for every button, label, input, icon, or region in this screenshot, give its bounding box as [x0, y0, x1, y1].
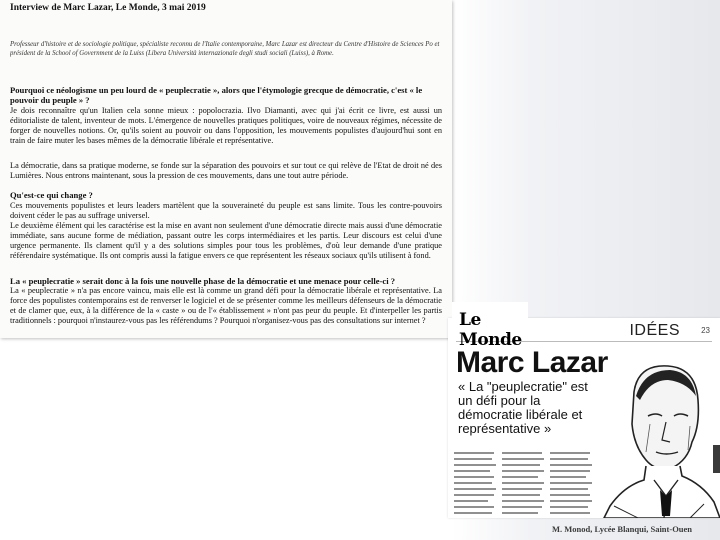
- slide-credit: M. Monod, Lycée Blanqui, Saint-Ouen: [552, 524, 693, 534]
- article-author: Marc Lazar: [456, 346, 608, 379]
- answer-5: La « peuplecratie » n'a pas encore vaincu, mais elle est là comme un grand défi pour la démocratie libérale et représentative. La force des populistes contemporains est de renverser le logiciel et de se présenter comme les meilleurs défenseurs de la démocratie et de clamer que, eux, à la différence de la « caste » ou de l'« établissement » n'ont pas peur du peuple. Et d'interpeller les partis traditionnels : pourquoi n'instaurez-vous pas les référendums ? Pourquoi n'organisez-vous pas des consultations sur internet ?: [10, 286, 442, 326]
- author-portrait-drawing: [594, 356, 720, 518]
- scan-intro: Professeur d'histoire et de sociologie politique, spécialiste reconnu de l'Italie contemporaine, Marc Lazar est directeur du Centre d'Histoire de Sciences Po et président de la School of Government de la Luiss (Libera Università internazionale degli studi sociali (Luiss), à Rome.: [10, 41, 440, 57]
- le-monde-masthead: [452, 302, 528, 350]
- interview-scan: [0, 0, 452, 338]
- answer-3: Ces mouvements populistes et leurs leaders martèlent que la souveraineté du peuple est sans limite. Tous les contre-pouvoirs doivent céder le pas au suffrage universel.: [10, 201, 442, 221]
- page-edge: [713, 445, 720, 473]
- answer-1: Je dois reconnaître qu'un Italien cela sonne mieux : popolocrazia. Ilvo Diamanti, avec qui j'ai écrit ce livre, est aussi un éditorialiste de talent, inventeur de mots. L'émergence de nouvelles pratiques politiques, voire de nouveaux régimes, nécessite de forger de nouvelles notions. Or, qu'ils soient au pouvoir ou dans l'opposition, les mouvements populistes d'aujourd'hui sont en train de faire muter les bases mêmes de la démocratie libérale et représentative.: [10, 106, 442, 146]
- question-1: Pourquoi ce néologisme un peu lourd de « peuplecratie », alors que l'étymologie grecque de démocratie, c'est « le pouvoir du peuple » ?: [10, 85, 423, 106]
- article-headline: « La "peuplecratie" est un défi pour la démocratie libérale et représentative »: [458, 379, 588, 436]
- section-label: IDÉES: [629, 322, 680, 339]
- page-number: 23: [701, 326, 710, 335]
- article-body-columns: [454, 452, 594, 518]
- question-2: Qu'est-ce qui change ?: [10, 190, 93, 200]
- question-3: La « peuplecratie » serait donc à la fois une nouvelle phase de la démocratie et une menace pour celle-ci ?: [10, 276, 396, 286]
- scan-title: Interview de Marc Lazar, Le Monde, 3 mai 2019: [10, 3, 206, 13]
- answer-4: Le deuxième élément qui les caractérise est la mise en avant non seulement d'une démocratie directe mais aussi d'une démocratie immédiate, sans aucune forme de médiation, passant outre les corps intermédiaires et les partis. Leur discours est celui d'une urgence permanente. Ils clament qu'il y a des solutions simples pour tous les problèmes, d'où leur demande d'une pratique référendaire systématique. Ils ont compris aussi la fatigue envers ce que représentent les réseaux sociaux qu'ils utilisent à fond.: [10, 221, 442, 261]
- answer-2: La démocratie, dans sa pratique moderne, se fonde sur la séparation des pouvoirs et sur tout ce qui relève de l'Etat de droit né des Lumières. Nous entrons maintenant, sous la pression de ces mouvements, dans une tout autre période.: [10, 161, 442, 181]
- le-monde-logo: Le Monde: [459, 310, 522, 350]
